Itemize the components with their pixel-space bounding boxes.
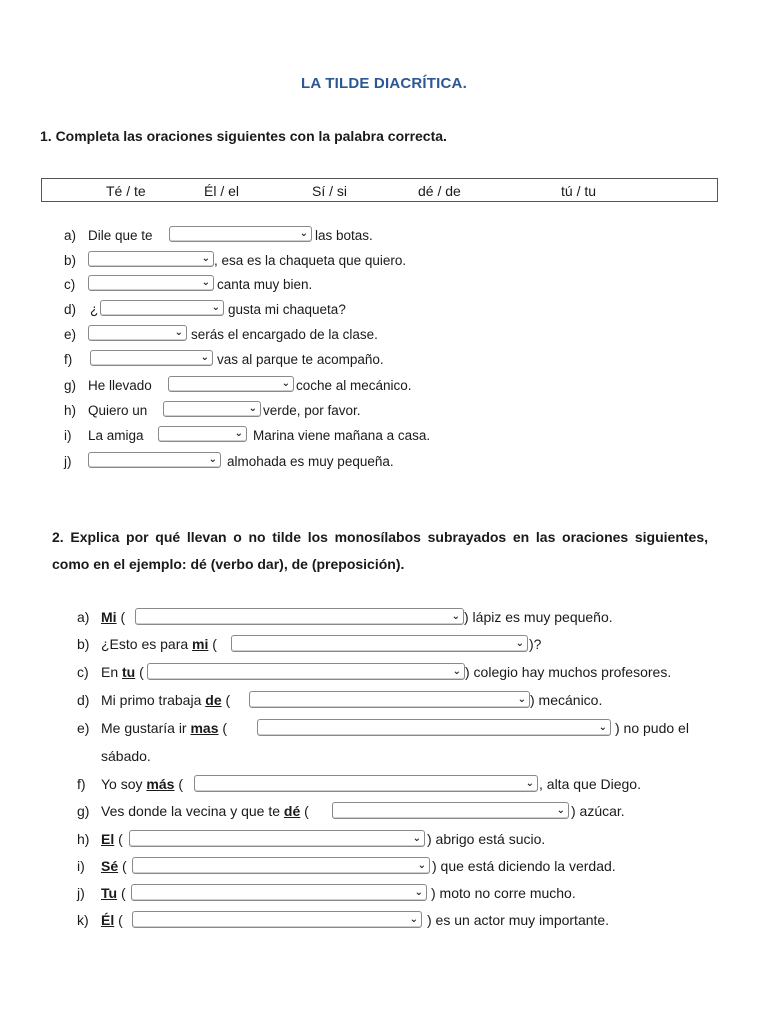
chevron-down-icon: ⌄ <box>208 454 217 465</box>
chevron-down-icon: ⌄ <box>556 805 565 816</box>
chevron-down-icon: ⌄ <box>211 302 220 313</box>
chevron-down-icon: ⌄ <box>174 327 183 338</box>
explanation-dropdown-b[interactable] <box>231 635 528 652</box>
word-bank-item: Sí / si <box>312 183 348 199</box>
explanation-dropdown-d[interactable] <box>249 691 530 708</box>
chevron-down-icon: ⌄ <box>409 914 418 925</box>
chevron-down-icon: ⌄ <box>201 277 210 288</box>
word-bank-item: Él / el <box>204 183 240 199</box>
exercise2-item-continuation: sábado. <box>101 748 151 764</box>
chevron-down-icon: ⌄ <box>414 887 423 898</box>
answer-dropdown-i[interactable] <box>158 426 247 442</box>
explanation-dropdown-e[interactable] <box>257 719 611 736</box>
explanation-dropdown-k[interactable] <box>132 911 422 928</box>
explanation-dropdown-f[interactable] <box>194 775 538 792</box>
explanation-dropdown-h[interactable] <box>129 830 425 847</box>
explanation-dropdown-g[interactable] <box>332 802 569 819</box>
chevron-down-icon: ⌄ <box>417 860 426 871</box>
answer-dropdown-f[interactable] <box>90 350 213 366</box>
explanation-dropdown-c[interactable] <box>147 663 465 680</box>
chevron-down-icon: ⌄ <box>517 694 526 705</box>
chevron-down-icon: ⌄ <box>248 403 257 414</box>
answer-dropdown-h[interactable] <box>163 401 261 417</box>
word-bank-item: dé / de <box>418 183 461 199</box>
chevron-down-icon: ⌄ <box>525 778 534 789</box>
section2-heading: 2. Explica por qué llevan o no tilde los monosílabos subrayados en las oraciones siguientes, como en el ejemplo: dé (verbo dar), de (preposición). <box>52 529 708 572</box>
explanation-dropdown-j[interactable] <box>131 884 427 901</box>
chevron-down-icon: ⌄ <box>200 352 209 363</box>
answer-dropdown-g[interactable] <box>168 376 294 392</box>
word-bank <box>41 178 718 202</box>
chevron-down-icon: ⌄ <box>299 228 308 239</box>
answer-dropdown-b[interactable] <box>88 251 214 267</box>
explanation-dropdown-i[interactable] <box>132 857 430 874</box>
chevron-down-icon: ⌄ <box>234 428 243 439</box>
chevron-down-icon: ⌄ <box>515 638 524 649</box>
answer-dropdown-a[interactable] <box>169 226 312 242</box>
answer-dropdown-d[interactable] <box>100 300 224 316</box>
answer-dropdown-j[interactable] <box>88 452 221 468</box>
word-bank-item: Té / te <box>106 183 146 199</box>
chevron-down-icon: ⌄ <box>452 666 461 677</box>
chevron-down-icon: ⌄ <box>201 253 210 264</box>
chevron-down-icon: ⌄ <box>412 833 421 844</box>
page-title: LA TILDE DIACRÍTICA. <box>301 75 467 92</box>
chevron-down-icon: ⌄ <box>598 722 607 733</box>
chevron-down-icon: ⌄ <box>451 611 460 622</box>
explanation-dropdown-a[interactable] <box>135 608 464 625</box>
chevron-down-icon: ⌄ <box>281 378 290 389</box>
word-bank-item: tú / tu <box>561 183 597 199</box>
section1-heading: 1. Completa las oraciones siguientes con la palabra correcta. <box>40 128 447 144</box>
answer-dropdown-c[interactable] <box>88 275 214 291</box>
answer-dropdown-e[interactable] <box>88 325 187 341</box>
